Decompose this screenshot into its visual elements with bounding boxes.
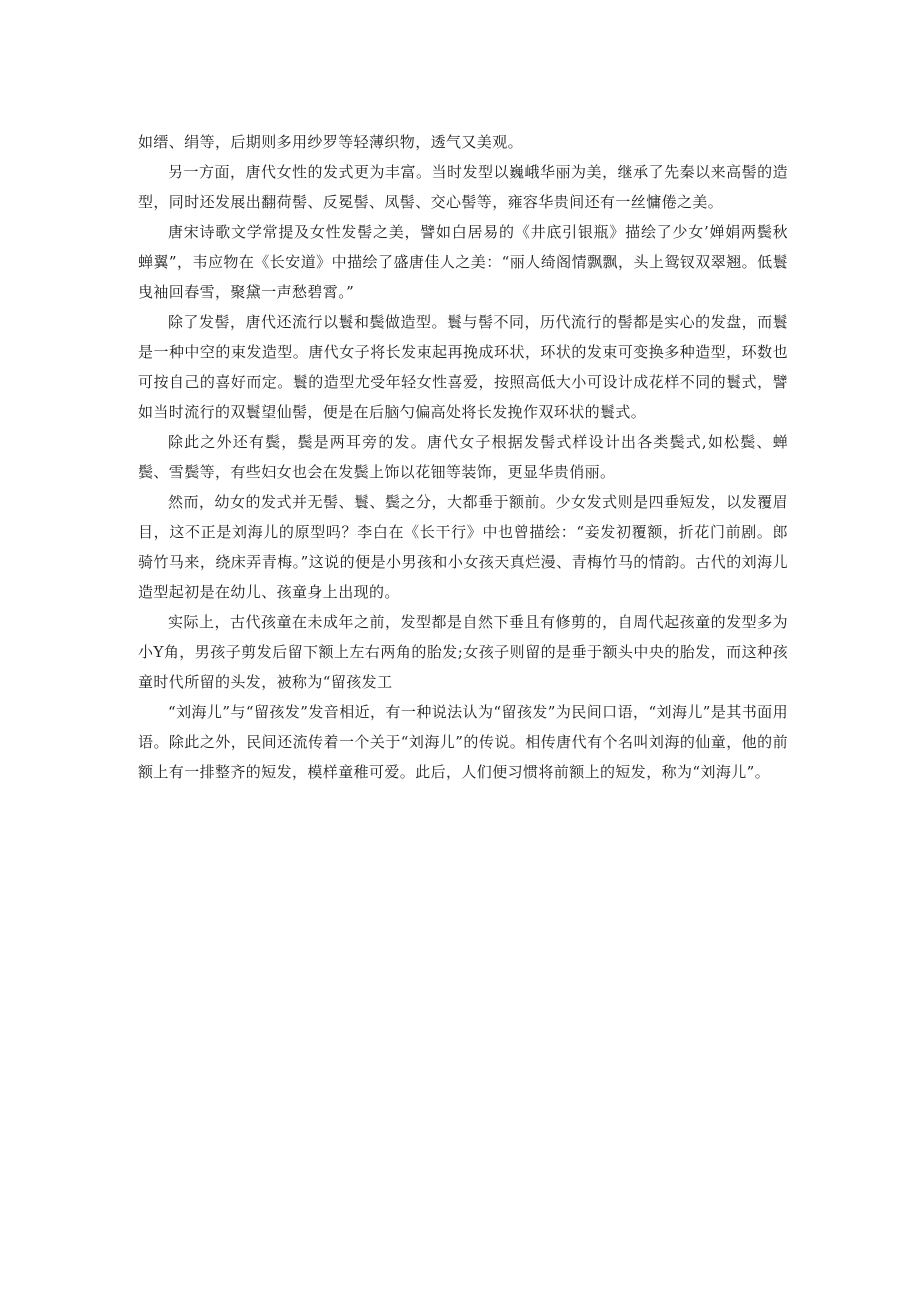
paragraph-5: 除此之外还有鬓，鬓是两耳旁的发。唐代女子根据发髻式样设计出各类鬓式,如松鬓、蝉鬓、雪鬓等，有些妇女也会在发鬓上饰以花钿等装饰，更显华贵俏丽。 — [138, 433, 788, 481]
paragraph-3: 唐宋诗歌文学常提及女性发髻之美，譬如白居易的《井底引银瓶》描绘了少女’婵娟两鬓秋蝉翼”，韦应物在《长安道》中描绘了盛唐佳人之美：“丽人绮阁情飘飘，头上鸳钗双翠翘。低鬟曳袖回春雪，聚黛一声愁碧霄。” — [138, 223, 788, 301]
paragraph-8: “刘海儿”与“留孩发”发音相近，有一种说法认为“留孩发”为民间口语，“刘海儿”是其书面用语。除此之外，民间还流传着一个关于“刘海儿”的传说。相传唐代有个名叫刘海的仙童，他的前额上有一排整齐的短发，模样童稚可爱。此后，人们便习惯将前额上的短发，称为“刘海儿”。 — [138, 703, 788, 781]
paragraph-2: 另一方面，唐代女性的发式更为丰富。当时发型以巍峨华丽为美，继承了先秦以来高髻的造型，同时还发展出翻荷髻、反冕髻、凤髻、交心髻等，雍容华贵间还有一丝慵倦之美。 — [138, 163, 788, 211]
paragraph-6: 然而，幼女的发式并无髻、鬟、鬓之分，大都垂于额前。少女发式则是四垂短发，以发覆眉目，这不正是刘海儿的原型吗？李白在《长干行》中也曾描绘：“妾发初覆额，折花门前剧。郎骑竹马来，绕床弄青梅。”这说的便是小男孩和小女孩天真烂漫、青梅竹马的情韵。古代的刘海儿造型起初是在幼儿、孩童身上出现的。 — [138, 493, 788, 601]
article-body — [138, 127, 788, 787]
paragraph-4: 除了发髻，唐代还流行以鬟和鬓做造型。鬟与髻不同，历代流行的髻都是实心的发盘，而鬟是一种中空的束发造型。唐代女子将长发束起再挽成环状，环状的发束可变换多种造型，环数也可按自己的喜好而定。鬟的造型尤受年轻女性喜爱，按照高低大小可设计成花样不同的鬟式，譬如当时流行的双鬟望仙髻，便是在后脑勺偏高处将长发挽作双环状的鬟式。 — [138, 313, 788, 421]
paragraph-7: 实际上，古代孩童在未成年之前，发型都是自然下垂且有修剪的，自周代起孩童的发型多为小Y角，男孩子剪发后留下额上左右两角的胎发;女孩子则留的是垂于额头中央的胎发，而这种孩童时代所留的头发，被称为“留孩发工 — [138, 613, 788, 691]
paragraph-1: 如缙、绢等，后期则多用纱罗等轻薄织物，透气又美观。 — [138, 133, 524, 151]
